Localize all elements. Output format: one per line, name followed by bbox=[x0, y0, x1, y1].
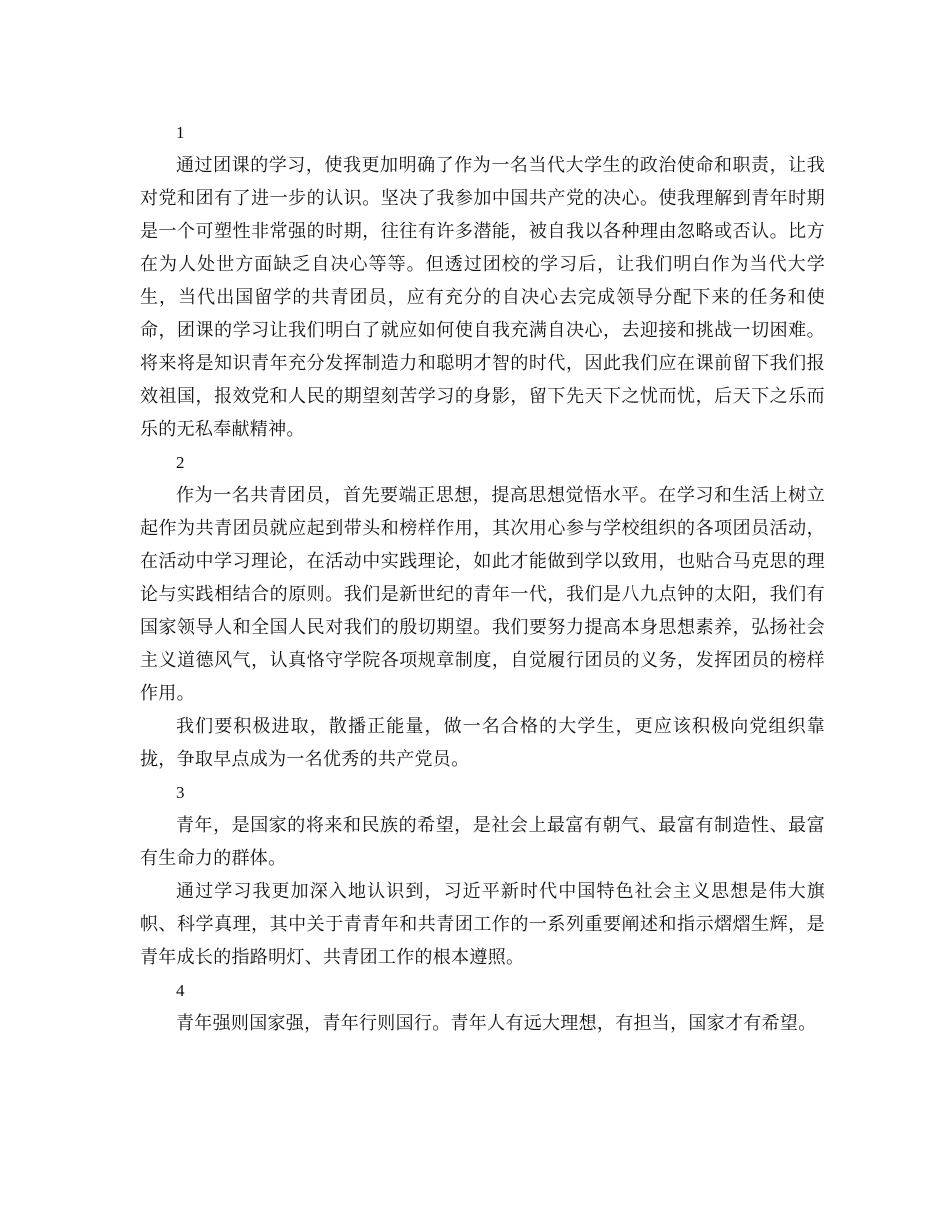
paragraph: 青年，是国家的将来和民族的希望，是社会上最富有朝气、最富有制造性、最富有生命力的群体。 bbox=[140, 815, 825, 869]
document-body bbox=[140, 116, 825, 1040]
paragraph: 作为一名共青团员，首先要端正思想，提高思想觉悟水平。在学习和生活上树立起作为共青团员就应起到带头和榜样作用，其次用心参与学校组织的各项团员活动，在活动中学习理论，在活动中实践理论，如此才能做到学以致用，也贴合马克思的理论与实践相结合的原则。我们是新世纪的青年一代，我们是八九点钟的太阳，我们有国家领导人和全国人民对我们的殷切期望。我们要努力提高本身思想素养，弘扬社会主义道德风气，认真恪守学院各项规章制度，自觉履行团员的义务，发挥团员的榜样作用。 bbox=[140, 485, 825, 704]
paragraph: 我们要积极进取，散播正能量，做一名合格的大学生，更应该积极向党组织靠拢，争取早点成为一名优秀的共产党员。 bbox=[140, 716, 825, 770]
section-number: 4 bbox=[176, 981, 185, 1000]
paragraph: 通过学习我更加深入地认识到，习近平新时代中国特色社会主义思想是伟大旗帜、科学真理，其中关于青青年和共青团工作的一系列重要阐述和指示熠熠生辉，是青年成长的指路明灯、共青团工作的根本遵照。 bbox=[140, 881, 825, 968]
section-number: 3 bbox=[176, 783, 185, 802]
paragraph: 青年强则国家强，青年行则国行。青年人有远大理想，有担当，国家才有希望。 bbox=[176, 1013, 817, 1034]
section-number: 2 bbox=[176, 453, 185, 472]
section-number: 1 bbox=[176, 123, 185, 142]
paragraph: 通过团课的学习，使我更加明确了作为一名当代大学生的政治使命和职责，让我对党和团有了进一步的认识。坚决了我参加中国共产党的决心。使我理解到青年时期是一个可塑性非常强的时期，往往有许多潜能，被自我以各种理由忽略或否认。比方在为人处世方面缺乏自决心等等。但透过团校的学习后，让我们明白作为当代大学生，当代出国留学的共青团员，应有充分的自决心去完成领导分配下来的任务和使命，团课的学习让我们明白了就应如何使自我充满自决心，去迎接和挑战一切困难。将来将是知识青年充分发挥制造力和聪明才智的时代，因此我们应在课前留下我们报效祖国，报效党和人民的期望刻苦学习的身影，留下先天下之忧而忧，后天下之乐而乐的无私奉献精神。 bbox=[140, 155, 825, 440]
